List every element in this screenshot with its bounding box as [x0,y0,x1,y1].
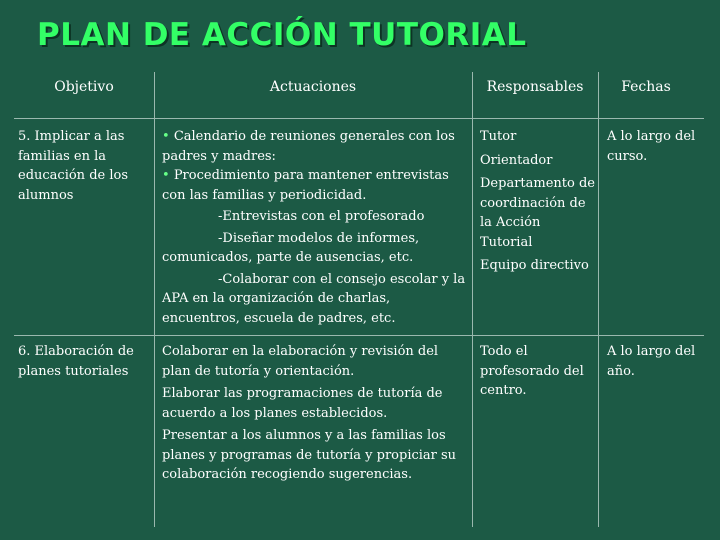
row2-responsables: Todo el profesorado del centro. [480,344,584,398]
responsable-tutor: Tutor [480,129,517,144]
row-divider [14,118,704,119]
row2-paragraph-2: Elaborar las programaciones de tutoría de acuerdo a los planes establecidos. [162,386,443,421]
header-objetivo: Objetivo [54,79,114,95]
row1-responsables [480,127,596,276]
row1-bullet-1: • Calendario de reuniones generales con los padres y madres: [162,129,455,164]
action-plan-table [14,72,704,532]
responsable-departamento: Departamento de coordinación de la Acción Tutorial [480,176,595,250]
row1-sub-3a: -Colaborar con el consejo escolar y la [218,271,466,287]
row1-sub-2b: comunicados, parte de ausencias, etc. [162,250,414,265]
row1-objetivo: 5. Implicar a las familias en la educación de los alumnos [18,129,128,203]
row2-paragraph-1: Colaborar en la elaboración y revisión del plan de tutoría y orientación. [162,344,439,379]
row2-fechas: A lo largo del año. [607,344,696,379]
row1-sub-2a: -Diseñar modelos de informes, [218,230,420,246]
responsable-equipo: Equipo directivo [480,258,589,273]
row1-actuaciones [162,127,468,328]
row1-sub-3b: APA en la organización de charlas, encuentros, escuela de padres, etc. [162,291,396,326]
row1-bullet-2: • Procedimiento para mantener entrevistas con las familias y periodicidad. [162,168,449,203]
row2-paragraph-3: Presentar a los alumnos y a las familias los planes y programas de tutoría y propiciar su colaboración recogiendo sugerencias. [162,428,457,482]
bullet-icon: • [162,168,170,183]
header-fechas: Fechas [621,79,671,95]
row2-objetivo: 6. Elaboración de planes tutoriales [18,344,134,379]
row1-fechas: A lo largo del curso. [607,129,696,164]
row1-sub-1: -Entrevistas con el profesorado [218,209,425,224]
row-divider [14,335,704,336]
header-responsables: Responsables [486,79,584,95]
column-divider [154,72,155,527]
column-divider [598,72,599,527]
header-actuaciones: Actuaciones [269,79,357,95]
column-divider [472,72,473,527]
page-title: PLAN DE ACCIÓN TUTORIAL [37,17,527,53]
responsable-orientador: Orientador [480,152,553,168]
row2-actuaciones [162,342,468,485]
bullet-icon: • [162,129,170,144]
